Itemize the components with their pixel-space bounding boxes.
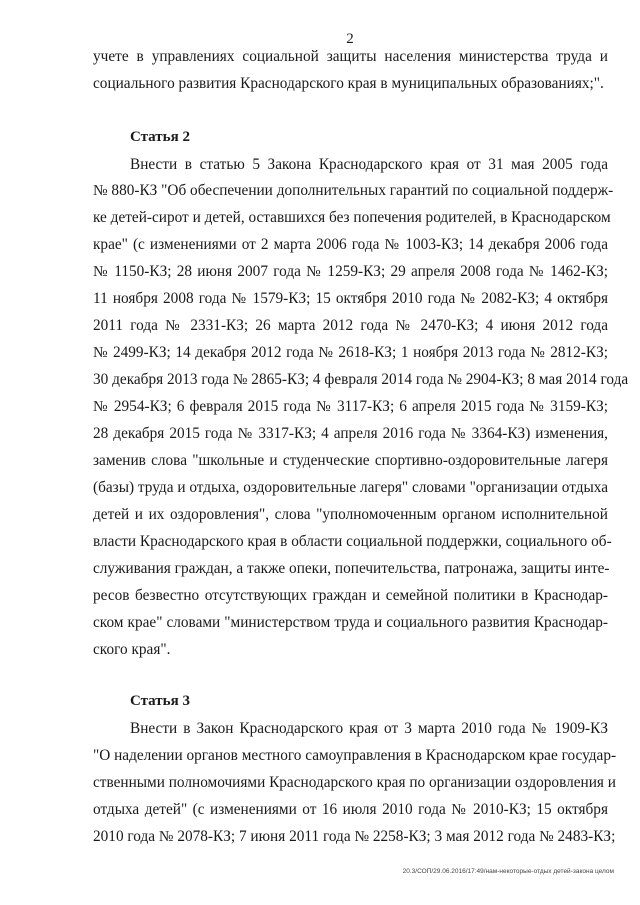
intro-line: социального развития Краснодарского края в муниципальных образованиях;". [93, 75, 604, 92]
article-2-line: 30 декабря 2013 года № 2865-КЗ; 4 февраля 2014 года № 2904-КЗ; 8 мая 2014 года [93, 371, 629, 388]
article-3-line: Внести в Закон Краснодарского края от 3 марта 2010 года № 1909-КЗ [130, 720, 608, 737]
article-3-line: отдыха детей" (с изменениями от 16 июля 2010 года № 2010-КЗ; 15 октября [93, 801, 608, 818]
article-3-line: "О наделении органов местного самоуправления в Краснодарском крае государ- [93, 747, 617, 764]
article-2-line: ского края". [93, 641, 171, 658]
article-2-line: № 1150-КЗ; 28 июня 2007 года № 1259-КЗ; 29 апреля 2008 года № 1462-КЗ; [93, 263, 608, 280]
footer-file-stamp: 20.3/СОП/29.06.2016/17:49/нам-некоторые-отдых детей-закона целом [402, 868, 614, 875]
article-2-line: 11 ноября 2008 года № 1579-КЗ; 15 октября 2010 года № 2082-КЗ; 4 октября [93, 290, 608, 307]
intro-line: учете в управлениях социальной защиты населения министерства труда и [93, 48, 608, 65]
article-2-line: (базы) труда и отдыха, оздоровительные лагеря" словами "организации отдыха [93, 479, 608, 496]
article-2-line: власти Краснодарского края в области социальной поддержки, социального об- [93, 533, 612, 550]
article-2-line: № 880-КЗ "Об обеспечении дополнительных гарантий по социальной поддерж- [93, 182, 614, 199]
article-2-line: служивания граждан, а также опеки, попечительства, патронажа, защиты инте- [93, 560, 610, 577]
article-3-heading: Статья 3 [130, 693, 190, 709]
article-2-line: 28 декабря 2015 года № 3317-КЗ; 4 апреля 2016 года № 3364-КЗ) изменения, [93, 425, 608, 442]
article-2-line: № 2954-КЗ; 6 февраля 2015 года № 3117-КЗ; 6 апреля 2015 года № 3159-КЗ; [93, 398, 608, 415]
article-2-line: Внести в статью 5 Закона Краснодарского края от 31 мая 2005 года [130, 156, 608, 173]
article-2-line: детей и их оздоровления", слова "уполномоченным органом исполнительной [93, 506, 608, 523]
article-3-line: ственными полномочиями Краснодарского края по организации оздоровления и [93, 774, 616, 791]
article-2-line: ском крае" словами "министерством труда и социального развития Краснодар- [93, 614, 608, 631]
article-2-line: заменив слова "школьные и студенческие спортивно-оздоровительные лагеря [93, 452, 608, 469]
article-2-line: ке детей-сирот и детей, оставшихся без попечения родителей, в Краснодарском [93, 209, 611, 226]
article-2-line: ресов безвестно отсутствующих граждан и семейной политики в Краснодар- [93, 587, 608, 604]
article-2-heading: Статья 2 [130, 129, 190, 145]
article-3-line: 2010 года № 2078-КЗ; 7 июня 2011 года № 2258-КЗ; 3 мая 2012 года № 2483-КЗ; [93, 828, 616, 845]
page-number: 2 [346, 31, 354, 47]
article-2-line: № 2499-КЗ; 14 декабря 2012 года № 2618-КЗ; 1 ноября 2013 года № 2812-КЗ; [93, 344, 608, 361]
article-2-line: 2011 года № 2331-КЗ; 26 марта 2012 года № 2470-КЗ; 4 июня 2012 года [93, 317, 608, 334]
article-2-line: крае" (с изменениями от 2 марта 2006 года № 1003-КЗ; 14 декабря 2006 года [93, 236, 608, 253]
